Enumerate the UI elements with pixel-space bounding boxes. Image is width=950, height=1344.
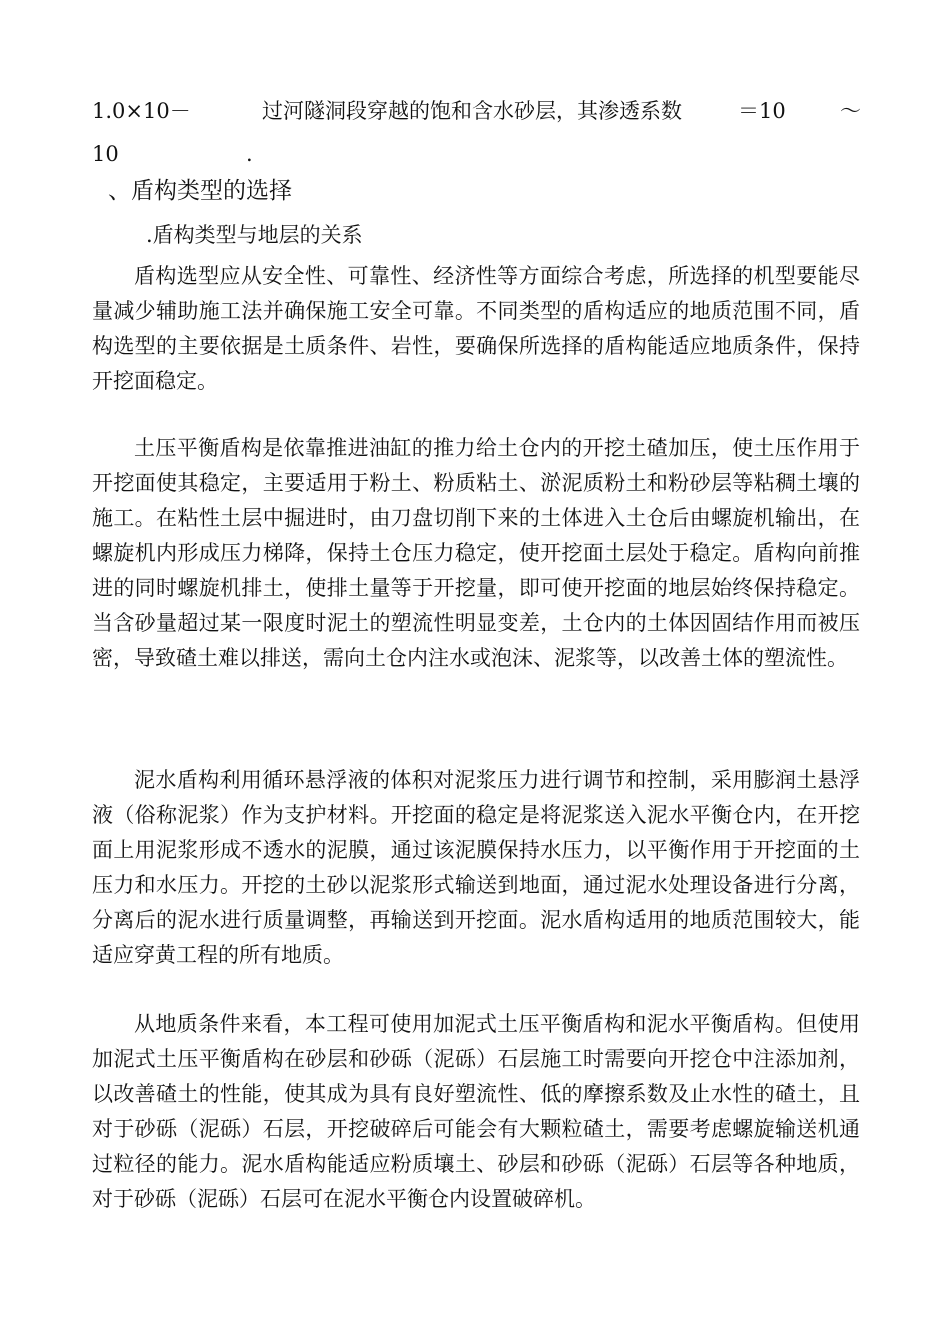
subsection-heading: .盾构类型与地层的关系 [146, 223, 363, 247]
formula-coefficient: 1.0×10－ [92, 99, 191, 123]
formula-line-continuation [92, 139, 860, 169]
formula-exponent-base: 10 [92, 142, 119, 166]
paragraph-shield-selection: 盾构选型应从安全性、可靠性、经济性等方面综合考虑，所选择的机型要能尽量减少辅助施工法并确保施工安全可靠。不同类型的盾构适应的地质范围不同，盾构选型的主要依据是土质条件、岩性，要确保所选择的盾构能适应地质条件，保持开挖面稳定。 [92, 264, 860, 393]
section-heading: 、盾构类型的选择 [108, 178, 292, 204]
formula-line-permeability [92, 96, 860, 126]
formula-period: . [246, 142, 253, 166]
paragraph-earth-pressure-shield: 土压平衡盾构是依靠推进油缸的推力给土仓内的开挖土碴加压，使土压作用于开挖面使其稳定，主要适用于粉土、粉质粘土、淤泥质粉土和粉砂层等粘稠土壤的施工。在粘性土层中掘进时，由刀盘切削下来的土体进入土仓后由螺旋机输出，在螺旋机内形成压力梯降，保持土仓压力稳定，使开挖面土层处于稳定。盾构向前推进的同时螺旋机排土，使排土量等于开挖量，即可使开挖面的地层始终保持稳定。当含砂量超过某一限度时泥土的塑流性明显变差，土仓内的土体因固结作用而被压密，导致碴土难以排送，需向土仓内注水或泡沫、泥浆等，以改善土体的塑流性。 [92, 436, 860, 670]
formula-description: 过河隧洞段穿越的饱和含水砂层，其渗透系数 [262, 99, 682, 123]
paragraph-slurry-shield: 泥水盾构利用循环悬浮液的体积对泥浆压力进行调节和控制，采用膨润土悬浮液（俗称泥浆）作为支护材料。开挖面的稳定是将泥浆送入泥水平衡仓内，在开挖面上用泥浆形成不透水的泥膜，通过该泥膜保持水压力，以平衡作用于开挖面的土压力和水压力。开挖的土砂以泥浆形式输送到地面，通过泥水处理设备进行分离，分离后的泥水进行质量调整，再输送到开挖面。泥水盾构适用的地质范围较大，能适应穿黄工程的所有地质。 [92, 768, 860, 967]
formula-equals-value: ＝10 [738, 99, 786, 123]
formula-tilde: ～ [840, 99, 861, 123]
paragraph-geology-conclusion: 从地质条件来看，本工程可使用加泥式土压平衡盾构和泥水平衡盾构。但使用加泥式土压平衡盾构在砂层和砂砾（泥砾）石层施工时需要向开挖仓中注添加剂，以改善碴土的性能，使其成为具有良好塑流性、低的摩擦系数及止水性的碴土，且对于砂砾（泥砾）石层，开挖破碎后可能会有大颗粒碴土，需要考虑螺旋输送机通过粒径的能力。泥水盾构能适应粉质壤土、砂层和砂砾（泥砾）石层等各种地质，对于砂砾（泥砾）石层可在泥水平衡仓内设置破碎机。 [92, 1012, 860, 1211]
